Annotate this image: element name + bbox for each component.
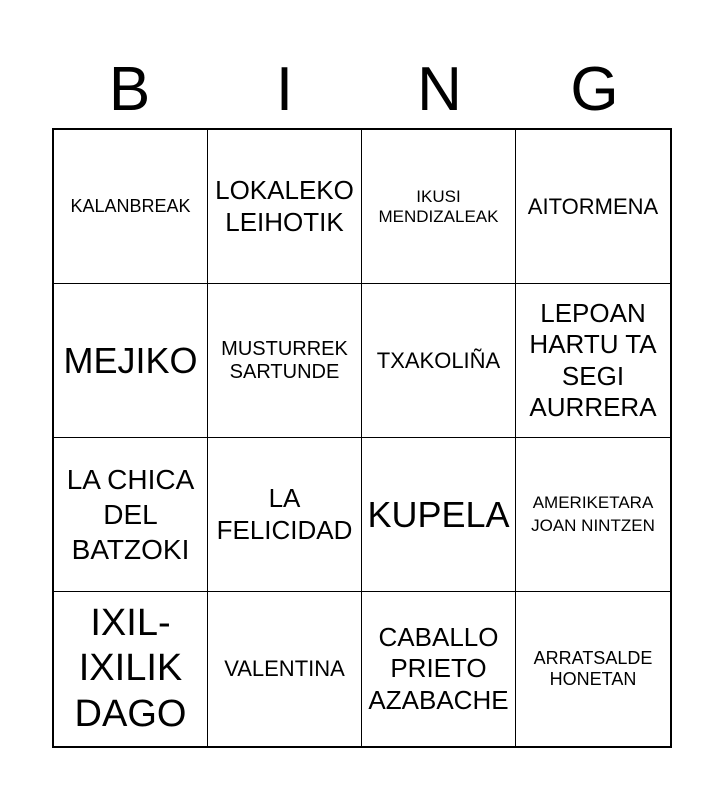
bingo-cell[interactable]: CABALLO PRIETO AZABACHE	[362, 592, 516, 746]
bingo-grid	[52, 128, 672, 748]
bingo-cell[interactable]: LA FELICIDAD	[208, 438, 362, 592]
bingo-cell[interactable]: MEJIKO	[54, 284, 208, 438]
bingo-cell[interactable]: LA CHICA DEL BATZOKI	[54, 438, 208, 592]
bingo-cell[interactable]: TXAKOLIÑA	[362, 284, 516, 438]
header-letter-b: B	[108, 55, 151, 124]
bingo-cell[interactable]: KALANBREAK	[54, 130, 208, 284]
bingo-cell[interactable]: KUPELA	[362, 438, 516, 592]
bingo-cell[interactable]: ARRATSALDE HONETAN	[533, 648, 653, 689]
header-letter-g: G	[570, 55, 619, 124]
bingo-cell[interactable]: AITORMENA	[516, 130, 670, 284]
bingo-cell[interactable]: MUSTURREK SARTUNDE	[208, 284, 362, 438]
bingo-cell[interactable]: VALENTINA	[208, 592, 362, 746]
bingo-cell[interactable]: LEPOAN HARTU TA SEGI AURRERA	[516, 284, 670, 438]
header-letter-n: N	[417, 55, 462, 124]
bingo-cell[interactable]: AMERIKETARA JOAN NINTZEN	[516, 438, 670, 592]
bingo-cell[interactable]: IKUSI MENDIZALEAK	[362, 130, 516, 284]
bingo-cell[interactable]: LOKALEKO LEIHOTIK	[208, 130, 362, 284]
bingo-cell[interactable]: IXIL-IXILIK DAGO	[54, 592, 208, 746]
bingo-header	[52, 52, 672, 128]
header-letter-i: I	[275, 55, 294, 124]
